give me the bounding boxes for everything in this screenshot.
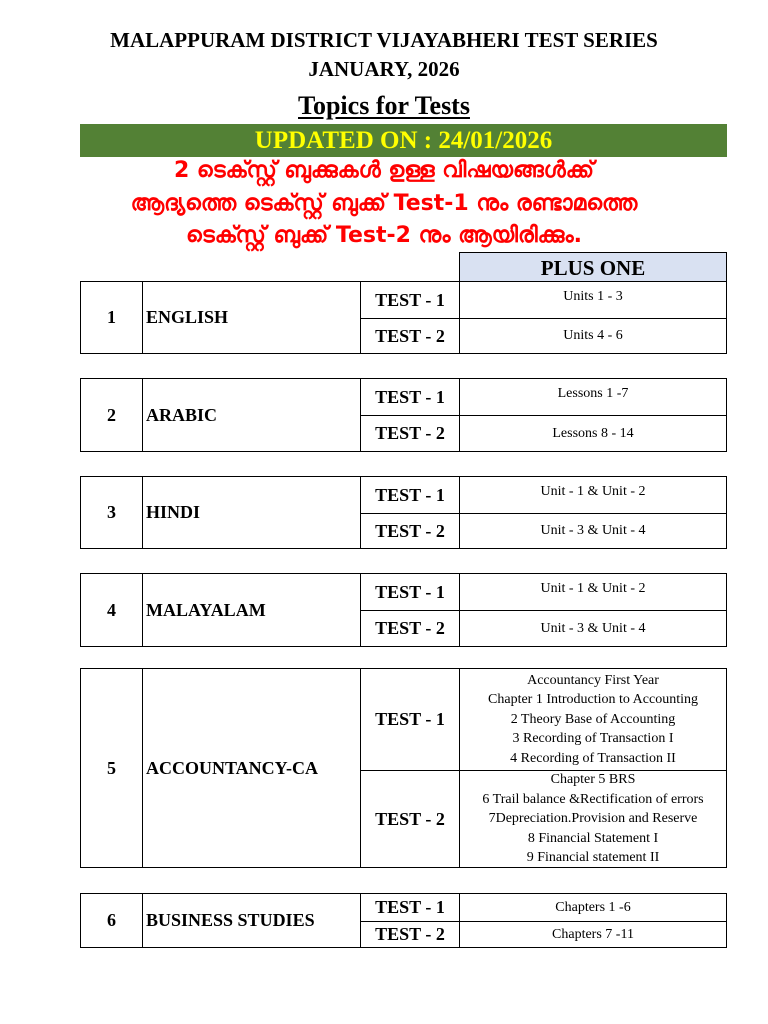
test-topics: Chapters 1 -6 (555, 899, 631, 915)
test-topics (460, 669, 726, 770)
subject-number: 6 (81, 894, 143, 947)
test-topics (460, 770, 726, 867)
test-label: TEST - 1 (361, 379, 460, 415)
test-topics: Unit - 3 & Unit - 4 (460, 610, 726, 646)
subject-number: 3 (81, 477, 143, 548)
subject-block-arabic (80, 378, 727, 452)
topic-line: Chapter 1 Introduction to Accounting (488, 692, 698, 708)
subject-name: ENGLISH (143, 282, 361, 353)
document-date: JANUARY, 2026 (308, 57, 460, 81)
test-topics: Unit - 1 & Unit - 2 (540, 581, 646, 596)
subject-number: 5 (81, 669, 143, 867)
topic-line: 6 Trail balance &Rectification of errors (482, 791, 704, 807)
topic-line: 7Depreciation.Provision and Reserve (488, 811, 698, 827)
test-label: TEST - 2 (361, 770, 460, 867)
test-topics: Chapters 7 -11 (460, 921, 726, 947)
topic-line: 8 Financial Statement I (527, 830, 659, 846)
subject-name: HINDI (143, 477, 361, 548)
subject-block-business-studies (80, 893, 727, 948)
note-line-3: ടെക്സ്റ്റ് ബുക്ക് Test-2 നും ആയിരിക്കും. (186, 223, 582, 248)
topic-line: 2 Theory Base of Accounting (510, 711, 676, 727)
subject-name: ARABIC (143, 379, 361, 451)
test-label: TEST - 2 (361, 318, 460, 353)
topic-line: Chapter 5 BRS (550, 772, 636, 788)
topic-line: 9 Financial statement II (526, 850, 660, 866)
test-label: TEST - 2 (361, 415, 460, 451)
test-topics: Lessons 8 - 14 (460, 415, 726, 451)
updated-banner: UPDATED ON : 24/01/2026 (80, 124, 727, 157)
subject-number: 2 (81, 379, 143, 451)
subject-name: BUSINESS STUDIES (143, 894, 361, 947)
test-label: TEST - 1 (361, 477, 460, 513)
test-label: TEST - 1 (361, 894, 460, 921)
document-title: MALAPPURAM DISTRICT VIJAYABHERI TEST SERIES (110, 28, 658, 52)
test-topics: Unit - 3 & Unit - 4 (460, 513, 726, 548)
topic-line: 4 Recording of Transaction II (510, 750, 676, 766)
document-subtitle: Topics for Tests (298, 91, 470, 120)
test-label: TEST - 2 (361, 513, 460, 548)
subject-name: ACCOUNTANCY-CA (143, 669, 361, 867)
note-line-1: 2 ടെക്സ്റ്റ് ബുക്കുകൾ ഉള്ള വിഷയങ്ങൾക്ക് (173, 158, 595, 183)
test-label: TEST - 2 (361, 610, 460, 646)
topic-line: Accountancy First Year (527, 672, 659, 688)
subject-number: 1 (81, 282, 143, 353)
subject-name: MALAYALAM (143, 574, 361, 646)
subject-number: 4 (81, 574, 143, 646)
subject-block-malayalam (80, 573, 727, 647)
test-label: TEST - 2 (361, 921, 460, 947)
note-line-2: ആദ്യത്തെ ടെക്സ്റ്റ് ബുക്ക് Test-1 നും രണ്ടാമത്തെ (130, 191, 638, 216)
test-topics: Lessons 1 -7 (557, 386, 629, 401)
subject-block-hindi (80, 476, 727, 549)
test-label: TEST - 1 (361, 282, 460, 318)
subject-block-english (80, 281, 727, 354)
test-topics: Units 1 - 3 (563, 289, 623, 304)
column-header-plus-one: PLUS ONE (459, 252, 727, 282)
test-topics: Units 4 - 6 (460, 318, 726, 353)
test-label: TEST - 1 (361, 669, 460, 770)
test-label: TEST - 1 (361, 574, 460, 610)
subject-block-accountancy-ca (80, 668, 727, 868)
topic-line: 3 Recording of Transaction I (512, 731, 674, 747)
test-topics: Unit - 1 & Unit - 2 (540, 484, 646, 499)
